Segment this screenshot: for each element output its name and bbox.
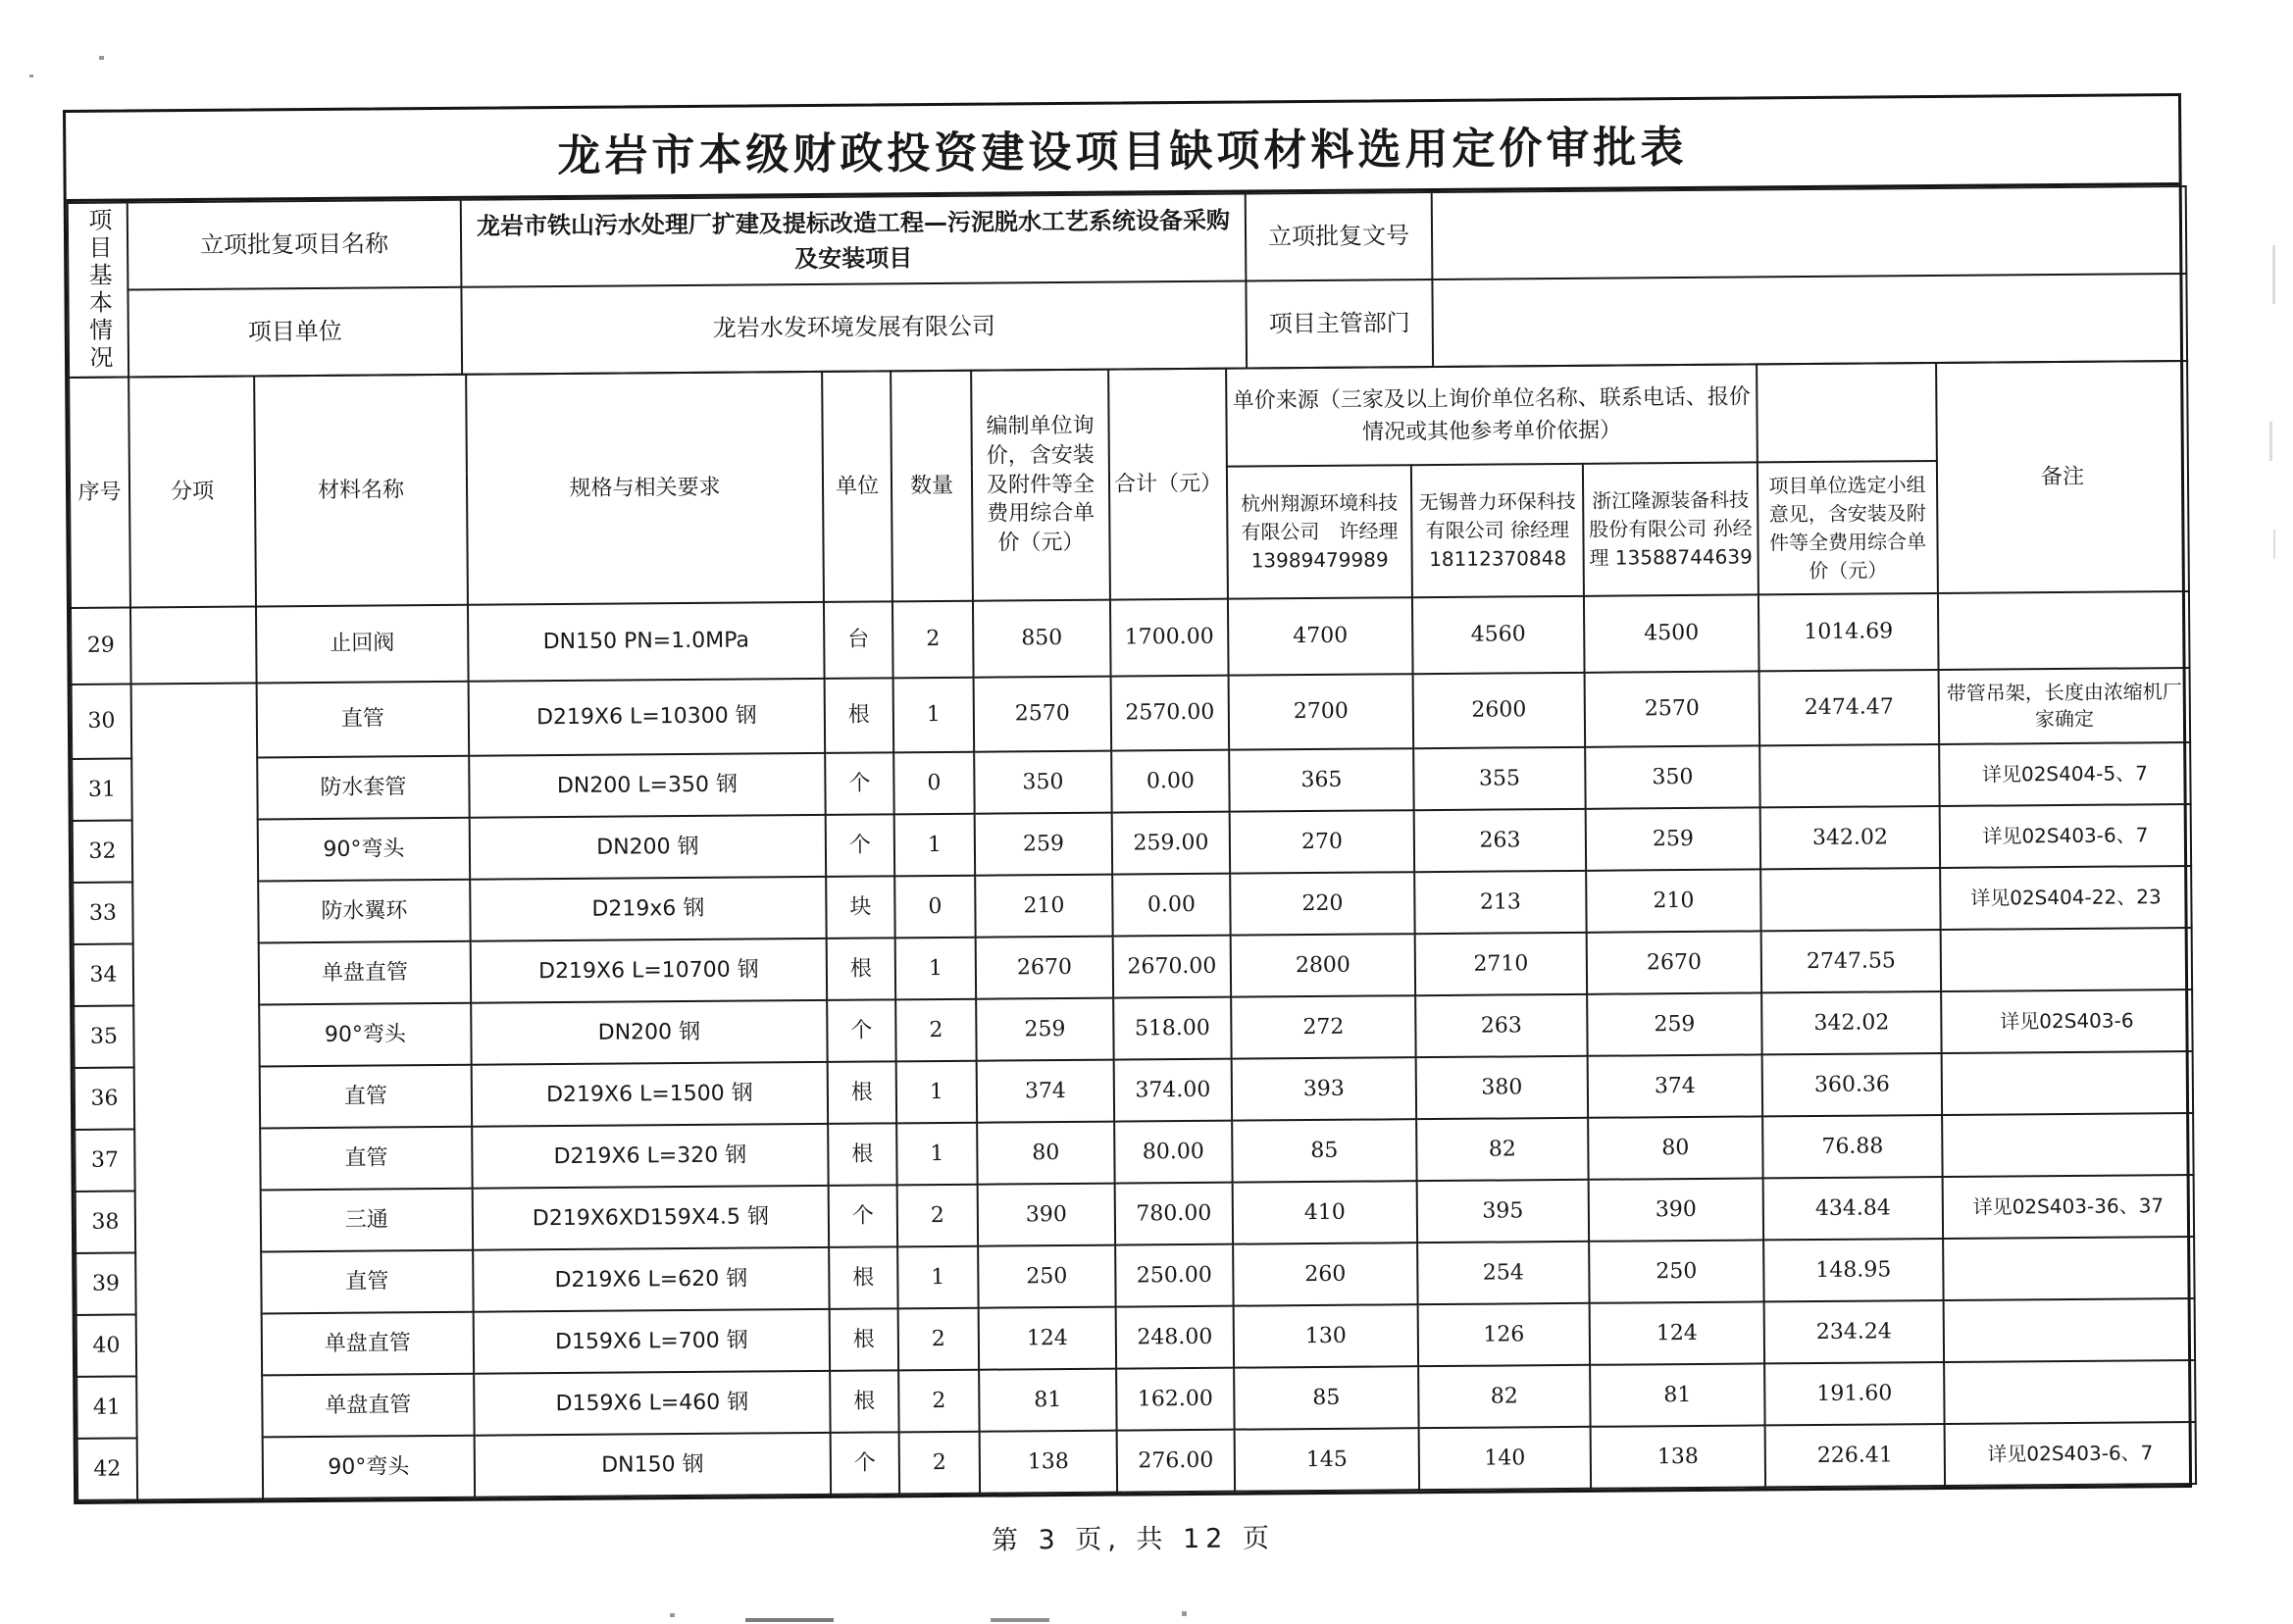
- cell-spec: DN200 钢: [470, 815, 826, 880]
- cell-material: 90°弯头: [258, 818, 470, 882]
- scan-artifact: [2269, 422, 2272, 461]
- cell-vendor2-price: 263: [1415, 994, 1587, 1057]
- cell-remark: 详见02S404-5、7: [1939, 742, 2190, 806]
- cell-vendor3-price: 350: [1585, 745, 1760, 808]
- cell-unit: 个: [827, 999, 895, 1062]
- cell-material: 防水套管: [257, 756, 469, 820]
- cell-qty: 1: [895, 938, 976, 1000]
- cell-spec: D219X6 L=10700 钢: [471, 939, 827, 1003]
- cell-spec: D219X6XD159X4.5 钢: [473, 1186, 829, 1250]
- cell-unit: 根: [825, 678, 894, 753]
- cell-vendor2-price: 213: [1414, 871, 1586, 934]
- cell-spec: DN150 PN=1.0MPa: [468, 602, 825, 682]
- cell-spec: DN200 L=350 钢: [469, 753, 825, 818]
- scanned-sheet: [63, 93, 2193, 1564]
- cell-vendor3-price: 374: [1588, 1054, 1763, 1117]
- info-value-department: [1432, 274, 2187, 367]
- cell-comp-price: 374: [977, 1060, 1114, 1123]
- cell-vendor3-price: 259: [1586, 807, 1761, 870]
- cell-vendor2-price: 126: [1418, 1303, 1590, 1366]
- cell-remark: [1938, 591, 2190, 670]
- cell-remark: 详见02S403-6: [1941, 990, 2192, 1053]
- header-total: 合计（元）: [1108, 369, 1228, 600]
- cell-subitem: [130, 606, 257, 684]
- scan-artifact: [2273, 530, 2275, 559]
- cell-material: 直管: [257, 682, 470, 758]
- cell-spec: DN200 钢: [471, 1000, 827, 1065]
- table-frame: [63, 93, 2192, 1504]
- header-unit: 单位: [822, 371, 892, 602]
- cell-selected-price: 360.36: [1762, 1053, 1942, 1116]
- info-label-department: 项目主管部门: [1246, 279, 1433, 368]
- cell-unit: 根: [828, 1061, 896, 1124]
- cell-remark: 详见02S403-6、7: [1945, 1422, 2196, 1486]
- cell-material: 三通: [261, 1189, 473, 1252]
- cell-vendor3-price: 80: [1588, 1116, 1763, 1179]
- header-seq: 序号: [69, 377, 130, 607]
- cell-comp-price: 138: [980, 1431, 1117, 1494]
- cell-vendor2-price: 263: [1414, 809, 1586, 872]
- cell-material: 单盘直管: [262, 1312, 474, 1376]
- cell-unit: 根: [830, 1370, 898, 1433]
- header-qty: 数量: [891, 371, 973, 602]
- header-remark: 备注: [1936, 361, 2189, 593]
- cell-seq: 40: [76, 1314, 136, 1376]
- cell-total: 0.00: [1111, 750, 1229, 813]
- cell-material: 防水翼环: [258, 880, 470, 943]
- cell-qty: 2: [897, 1185, 978, 1247]
- cell-qty: 0: [893, 752, 974, 815]
- header-vendor-3: 浙江隆源装备科技股份有限公司 孙经理 13588744639: [1583, 462, 1758, 595]
- cell-unit: 个: [829, 1185, 897, 1247]
- info-label-approval-no: 立项批复文号: [1246, 192, 1433, 280]
- cell-vendor2-price: 395: [1417, 1180, 1589, 1243]
- cell-seq: 41: [76, 1376, 136, 1438]
- cell-remark: [1944, 1360, 2195, 1424]
- cell-vendor1-price: 85: [1232, 1119, 1416, 1182]
- pricing-table: [68, 360, 2197, 1501]
- cell-vendor1-price: 130: [1234, 1304, 1418, 1367]
- cell-vendor2-price: 2710: [1415, 933, 1587, 995]
- scan-artifact: [29, 75, 33, 77]
- cell-total: 276.00: [1117, 1430, 1235, 1493]
- header-vendor-1: 杭州翔源环境科技有限公司 许经理 13989479989: [1227, 465, 1412, 598]
- header-vendor-2: 无锡普力环保科技有限公司 徐经理 18112370848: [1411, 464, 1584, 597]
- cell-selected-price: [1760, 868, 1940, 931]
- info-value-approval-no: [1432, 186, 2187, 279]
- cell-comp-price: 2670: [976, 937, 1113, 999]
- cell-total: 2670.00: [1113, 936, 1231, 998]
- cell-total: 518.00: [1113, 997, 1231, 1060]
- cell-material: 90°弯头: [259, 1003, 471, 1067]
- cell-total: 248.00: [1116, 1306, 1234, 1369]
- cell-vendor3-price: 124: [1590, 1301, 1765, 1364]
- cell-total: 162.00: [1116, 1368, 1234, 1431]
- cell-vendor2-price: 254: [1417, 1242, 1589, 1304]
- cell-seq: 31: [72, 758, 131, 820]
- cell-comp-price: 210: [975, 875, 1112, 938]
- cell-total: 250.00: [1115, 1244, 1233, 1307]
- title-row: [66, 96, 2179, 202]
- page-footer: 第 3 页, 共 12 页: [991, 1523, 1276, 1556]
- cell-unit: 个: [825, 752, 893, 815]
- cell-vendor3-price: 2670: [1587, 931, 1762, 993]
- cell-vendor3-price: 2570: [1585, 671, 1760, 746]
- cell-remark: 详见02S403-36、37: [1943, 1175, 2194, 1239]
- cell-selected-price: 2747.55: [1761, 930, 1941, 992]
- cell-unit: 台: [824, 601, 893, 679]
- cell-selected-price: 2474.47: [1759, 670, 1940, 745]
- cell-qty: 1: [896, 1123, 977, 1186]
- cell-remark: 详见02S404-22、23: [1940, 866, 2191, 930]
- cell-selected-price: 342.02: [1761, 991, 1941, 1054]
- cell-spec: D219X6 L=620 钢: [473, 1247, 829, 1312]
- cell-seq: 34: [74, 943, 133, 1005]
- cell-seq: 39: [76, 1252, 135, 1314]
- cell-remark: [1942, 1051, 2193, 1115]
- cell-vendor1-price: 260: [1233, 1243, 1417, 1305]
- cell-vendor1-price: 145: [1235, 1428, 1419, 1491]
- cell-seq: 33: [73, 882, 132, 943]
- cell-material: 止回阀: [256, 605, 469, 684]
- cell-vendor1-price: 272: [1231, 995, 1415, 1058]
- cell-material: 直管: [260, 1065, 472, 1129]
- cell-comp-price: 124: [979, 1307, 1116, 1370]
- cell-vendor3-price: 210: [1586, 869, 1761, 932]
- cell-vendor1-price: 270: [1230, 810, 1414, 873]
- cell-unit: 根: [827, 938, 895, 1000]
- cell-seq: 42: [77, 1438, 137, 1499]
- cell-material: 单盘直管: [259, 941, 471, 1005]
- scan-artifact: [745, 1618, 834, 1622]
- cell-unit: 根: [828, 1123, 896, 1186]
- cell-seq: 32: [73, 820, 132, 882]
- cell-vendor3-price: 390: [1589, 1178, 1764, 1241]
- cell-seq: 38: [76, 1191, 135, 1252]
- cell-unit: 块: [826, 876, 894, 939]
- header-source-group: 单价来源（三家及以上询价单位名称、联系电话、报价情况或其他参考单价依据）: [1226, 364, 1758, 466]
- cell-selected-price: 342.02: [1760, 806, 1940, 869]
- scan-artifact: [1182, 1611, 1187, 1616]
- cell-total: 0.00: [1112, 874, 1230, 937]
- info-side-label: [68, 202, 128, 377]
- cell-qty: 2: [898, 1308, 979, 1371]
- cell-total: 374.00: [1114, 1059, 1232, 1122]
- cell-material: 90°弯头: [263, 1436, 475, 1499]
- cell-comp-price: 250: [978, 1245, 1115, 1308]
- cell-qty: 2: [898, 1370, 979, 1433]
- cell-material: 单盘直管: [262, 1374, 474, 1438]
- header-subitem: 分项: [128, 376, 256, 607]
- cell-vendor2-price: 380: [1416, 1056, 1588, 1119]
- cell-vendor1-price: 365: [1229, 748, 1413, 811]
- cell-qty: 1: [897, 1246, 978, 1309]
- cell-remark: [1943, 1237, 2194, 1300]
- cell-spec: D219X6 L=320 钢: [472, 1124, 828, 1189]
- cell-qty: 1: [893, 678, 975, 753]
- cell-spec: D219X6 L=10300 钢: [469, 679, 826, 756]
- cell-remark: [1941, 928, 2192, 991]
- cell-vendor1-price: 2700: [1229, 674, 1414, 749]
- cell-vendor2-price: 140: [1419, 1427, 1591, 1490]
- page-title: 龙岩市本级财政投资建设项目缺项材料选用定价审批表: [557, 122, 1688, 182]
- cell-comp-price: 350: [974, 751, 1111, 814]
- info-value-project-name: 龙岩市铁山污水处理厂扩建及提标改造工程—污泥脱水工艺系统设备采购及安装项目: [461, 194, 1247, 287]
- cell-vendor3-price: 259: [1587, 992, 1762, 1055]
- cell-qty: 2: [899, 1432, 980, 1495]
- cell-vendor2-price: 2600: [1413, 673, 1586, 748]
- cell-unit: 根: [830, 1308, 898, 1371]
- cell-vendor3-price: 250: [1589, 1240, 1764, 1302]
- cell-vendor1-price: 410: [1233, 1181, 1417, 1243]
- cell-unit: 根: [829, 1246, 897, 1309]
- cell-qty: 2: [895, 999, 976, 1062]
- cell-vendor1-price: 220: [1230, 872, 1414, 935]
- header-selected: 项目单位选定小组意见，含安装及附件等全费用综合单价（元）: [1758, 461, 1938, 594]
- cell-qty: 1: [894, 814, 975, 877]
- info-side-label-text: 项目基本情况: [83, 207, 113, 373]
- cell-remark: 带管吊架，长度由浓缩机厂家确定: [1939, 668, 2191, 744]
- info-value-project-unit: 龙岩水发环境发展有限公司: [461, 281, 1247, 375]
- cell-seq: 29: [71, 607, 131, 684]
- cell-vendor1-price: 85: [1234, 1366, 1418, 1429]
- header-material: 材料名称: [254, 375, 468, 607]
- cell-remark: [1944, 1298, 2195, 1362]
- cell-comp-price: 259: [976, 998, 1113, 1061]
- cell-vendor2-price: 82: [1416, 1118, 1588, 1181]
- cell-comp-price: 259: [975, 813, 1112, 876]
- cell-selected-price: 148.95: [1763, 1239, 1943, 1301]
- project-info-table: [67, 185, 2188, 379]
- cell-vendor3-price: 138: [1591, 1425, 1766, 1488]
- cell-vendor2-price: 82: [1418, 1365, 1590, 1428]
- header-comp-price: 编制单位询价，含安装及附件等全费用综合单价（元）: [971, 370, 1110, 601]
- cell-selected-price: 191.60: [1764, 1362, 1944, 1425]
- cell-seq: 30: [72, 684, 132, 758]
- cell-total: 2570.00: [1111, 676, 1230, 751]
- cell-vendor2-price: 355: [1413, 747, 1585, 810]
- cell-selected-price: 234.24: [1764, 1300, 1944, 1363]
- cell-spec: D159X6 L=460 钢: [474, 1371, 830, 1436]
- cell-vendor1-price: 2800: [1231, 934, 1415, 996]
- cell-seq: 35: [74, 1005, 133, 1067]
- scan-artifact: [2272, 245, 2275, 304]
- scan-artifact: [99, 56, 104, 60]
- cell-unit: 个: [826, 814, 894, 877]
- cell-qty: 2: [892, 601, 974, 679]
- cell-total: 259.00: [1112, 812, 1230, 875]
- cell-subitem: [131, 683, 264, 1499]
- cell-qty: 0: [894, 876, 975, 939]
- info-label-project-unit: 项目单位: [127, 287, 462, 378]
- cell-vendor2-price: 4560: [1412, 596, 1585, 674]
- cell-comp-price: 390: [978, 1184, 1115, 1246]
- cell-vendor1-price: 4700: [1228, 597, 1413, 675]
- cell-seq: 36: [75, 1067, 134, 1129]
- header-spec: 规格与相关要求: [466, 372, 824, 605]
- cell-spec: D219X6 L=1500 钢: [472, 1062, 828, 1127]
- cell-spec: D159X6 L=700 钢: [474, 1309, 830, 1374]
- cell-spec: DN150 钢: [475, 1433, 831, 1497]
- cell-total: 780.00: [1115, 1183, 1233, 1245]
- cell-total: 1700.00: [1110, 599, 1229, 677]
- cell-comp-price: 81: [979, 1369, 1116, 1432]
- info-label-project-name: 立项批复项目名称: [127, 200, 462, 290]
- cell-comp-price: 80: [977, 1122, 1114, 1185]
- cell-comp-price: 2570: [974, 677, 1112, 752]
- cell-seq: 37: [75, 1129, 134, 1191]
- cell-comp-price: 850: [973, 600, 1111, 678]
- cell-selected-price: 76.88: [1762, 1115, 1942, 1178]
- cell-vendor1-price: 393: [1232, 1057, 1416, 1120]
- scan-artifact: [991, 1618, 1049, 1622]
- cell-material: 直管: [261, 1250, 473, 1314]
- cell-unit: 个: [831, 1432, 899, 1495]
- cell-selected-price: 226.41: [1765, 1424, 1945, 1487]
- cell-remark: [1942, 1113, 2193, 1177]
- header-selected-top-empty: [1757, 363, 1937, 462]
- cell-selected-price: 1014.69: [1758, 593, 1939, 671]
- cell-spec: D219x6 钢: [470, 877, 826, 941]
- cell-selected-price: 434.84: [1763, 1177, 1943, 1240]
- cell-qty: 1: [896, 1061, 977, 1124]
- cell-vendor3-price: 4500: [1584, 594, 1759, 672]
- cell-selected-price: [1759, 744, 1939, 807]
- cell-remark: 详见02S403-6、7: [1940, 804, 2191, 868]
- cell-material: 直管: [260, 1127, 472, 1191]
- cell-total: 80.00: [1114, 1121, 1232, 1184]
- scan-artifact: [670, 1613, 675, 1617]
- cell-vendor3-price: 81: [1590, 1363, 1765, 1426]
